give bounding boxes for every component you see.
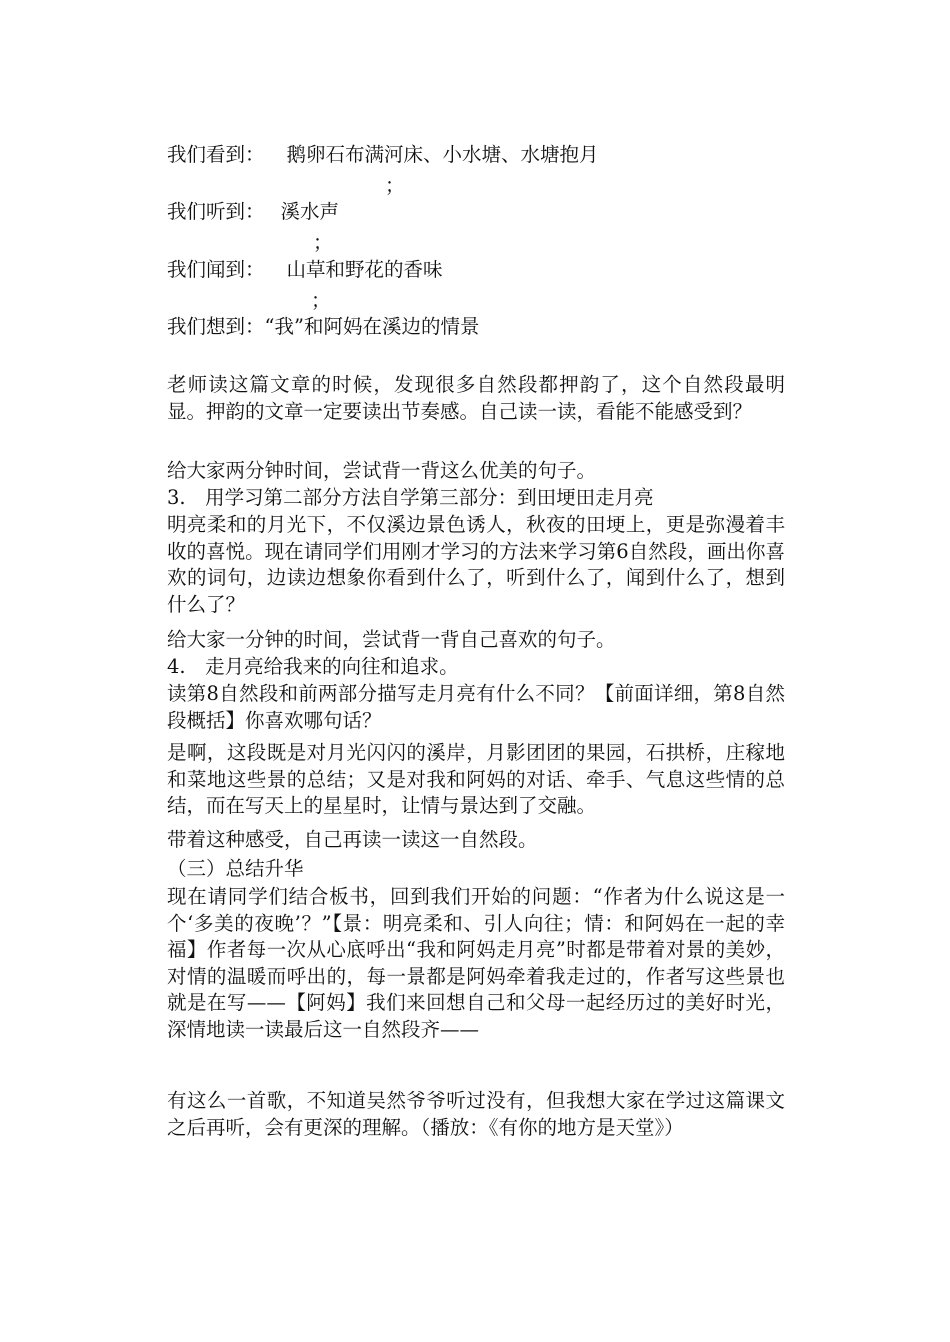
- observation-label: 我们闻到：: [167, 258, 265, 281]
- observation-see: [167, 142, 599, 168]
- paragraph-section-eight: 读第8自然段和前两部分描写走月亮有什么不同？【前面详细，第8自然段概括】你喜欢哪句话？: [167, 682, 785, 732]
- observation-value: 鹅卵石布满河床、小水塘、水塘抱月: [286, 143, 599, 166]
- observation-tail: ；: [385, 174, 405, 197]
- observation-label: 我们听到：: [167, 200, 265, 223]
- paragraph-recite-two-minutes: 给大家两分钟时间，尝试背一背这么优美的句子。: [167, 459, 597, 482]
- paragraph-field-moonlight: 明亮柔和的月光下，不仅溪边景色诱人，秋夜的田埂上，更是弥漫着丰收的喜悦。现在请同学们用刚才学习的方法来学习第6自然段，画出你喜欢的词句，边读边想象你看到什么了，听到什么了，闻到什么了，想到什么了？: [167, 513, 785, 616]
- paragraph-read-again: 带着这种感受，自己再读一读这一自然段。: [167, 828, 538, 851]
- paragraph-summary: 是啊，这段既是对月光闪闪的溪岸，月影团团的果园，石拱桥，庄稼地和菜地这些景的总结；又是对我和阿妈的对话、牵手、气息这些情的总结，而在写天上的星星时，让情与景达到了交融。: [167, 741, 785, 817]
- observation-think: [167, 314, 479, 340]
- paragraph-rhyme: 老师读这篇文章的时候，发现很多自然段都押韵了，这个自然段最明显。押韵的文章一定要读出节奏感。自己读一读，看能不能感受到？: [167, 373, 785, 423]
- observation-tail: ；: [313, 231, 333, 254]
- heading-part-three: 3. 用学习第二部分方法自学第三部分：到田埂田走月亮: [167, 486, 654, 509]
- paragraph-recite-one-minute: 给大家一分钟的时间，尝试背一背自己喜欢的句子。: [167, 628, 616, 651]
- observation-tail: ；: [311, 289, 331, 312]
- observation-value: 山草和野花的香味: [286, 258, 443, 281]
- observation-label: 我们看到：: [167, 143, 265, 166]
- observation-hear: [167, 199, 339, 225]
- observation-value: “我”和阿妈在溪边的情景: [264, 315, 480, 338]
- observation-smell: [167, 257, 443, 283]
- observation-value: 溪水声: [280, 200, 340, 223]
- paragraph-conclusion: 现在请同学们结合板书，回到我们开始的问题：“作者为什么说这是一个‘多美的夜晚’？”【景：明亮柔和、引人向往；情：和阿妈在一起的幸福】作者每一次从心底呼出“我和阿妈走月亮”时都是带着对景的美妙，对情的温暖而呼出的，每一景都是阿妈牵着我走过的，作者写这些景也就是在写——【阿妈】我们来回想自己和父母一起经历过的美好时光，深情地读一读最后这一自然段齐——: [167, 885, 785, 1041]
- paragraph-song: 有这么一首歌，不知道吴然爷爷听过没有，但我想大家在学过这篇课文之后再听，会有更深的理解。（播放：《有你的地方是天堂》）: [167, 1089, 785, 1139]
- observation-label: 我们想到：: [167, 315, 265, 338]
- heading-part-four: 4. 走月亮给我来的向往和追求。: [167, 655, 459, 678]
- heading-conclusion: （三）总结升华: [167, 857, 304, 880]
